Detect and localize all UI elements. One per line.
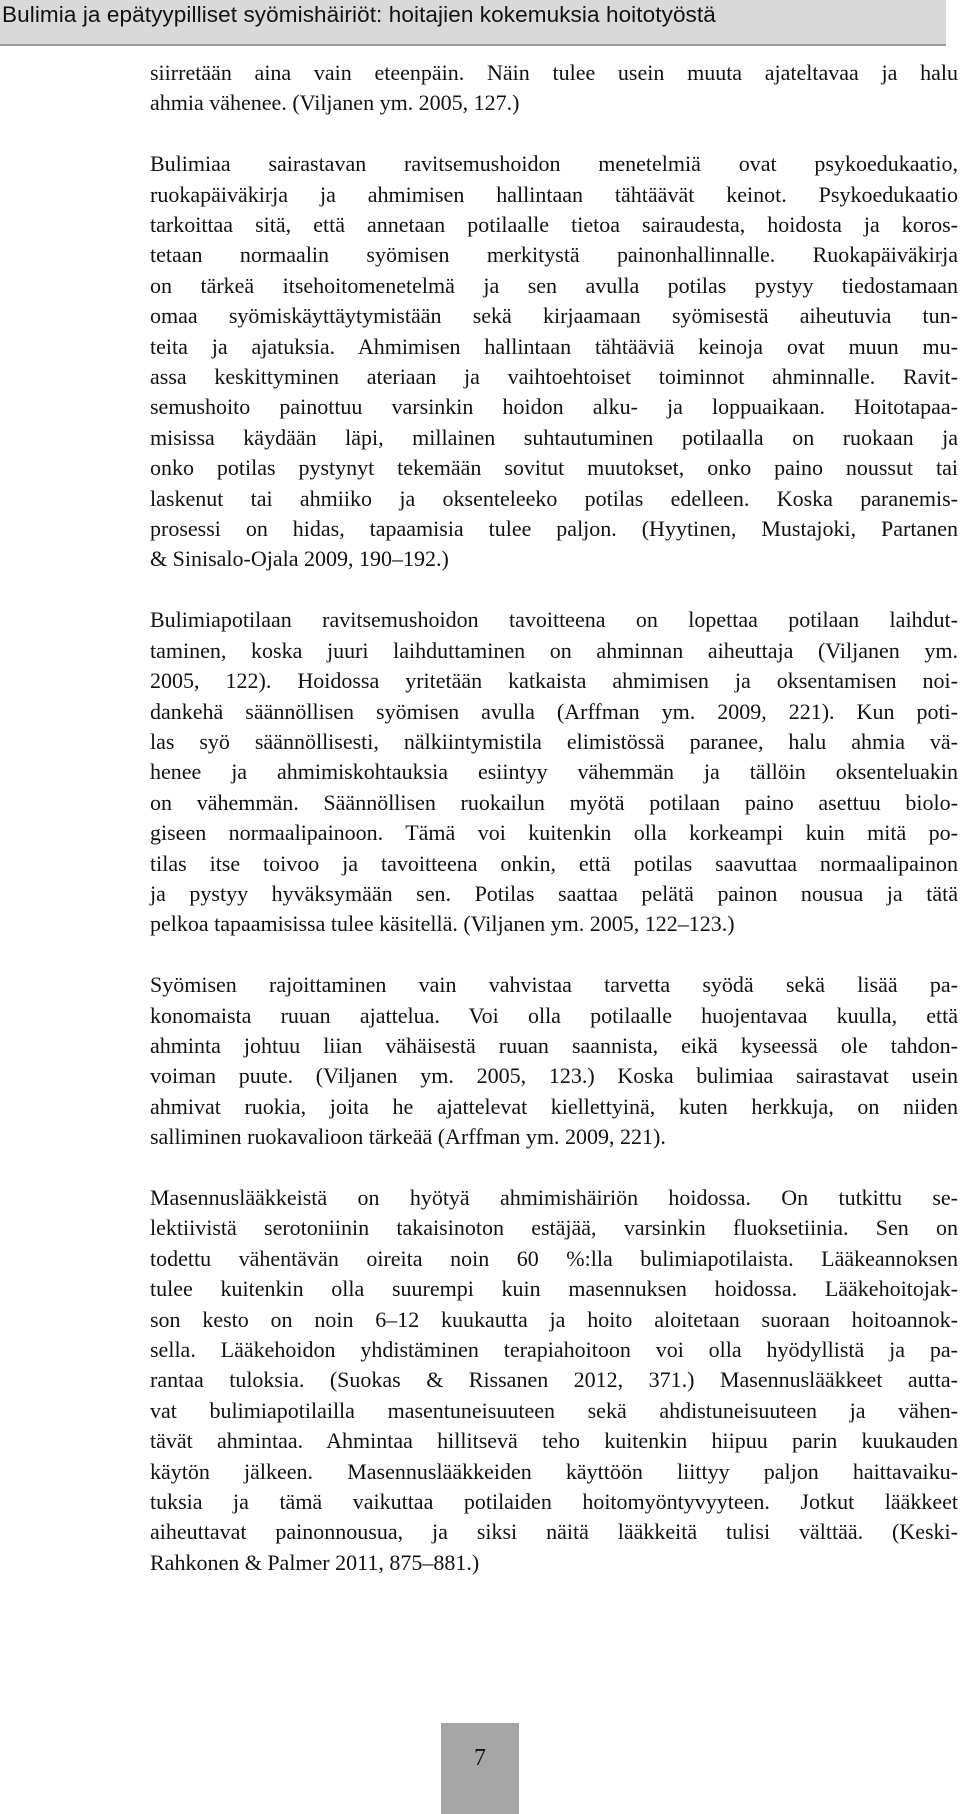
paragraph bbox=[150, 149, 958, 575]
text-line: ja pystyy hyväksymään sen. Potilas saattaa pelätä painon nousua ja tätä bbox=[150, 880, 958, 906]
text-line: 2005, 122). Hoidossa yritetään katkaista ahmimisen ja oksentamisen noi- bbox=[150, 668, 958, 694]
text-line: sella. Lääkehoidon yhdistäminen terapiahoitoon voi olla hyödyllistä ja pa- bbox=[150, 1337, 958, 1362]
text-line: aiheuttavat painonnousua, ja siksi näitä lääkkeitä tulisi välttää. (Keski- bbox=[150, 1519, 958, 1545]
text-line: son kesto on noin 6–12 kuukautta ja hoito aloitetaan suoraan hoitoannok- bbox=[150, 1306, 958, 1332]
page-number: 7 bbox=[474, 1745, 486, 1771]
text-line: rantaa tuloksia. (Suokas & Rissanen 2012, 371.) Masennuslääkkeet autta- bbox=[150, 1367, 958, 1393]
text-line: prosessi on hidas, tapaamisia tulee paljon. (Hyytinen, Mustajoki, Partanen bbox=[150, 516, 958, 542]
text-line: salliminen ruokavalioon tärkeää (Arffman ym. 2009, 221). bbox=[150, 1124, 666, 1150]
text-line: konomaista ruuan ajattelua. Voi olla potilaalle huojentavaa kuulla, että bbox=[150, 1002, 958, 1028]
text-line: henee ja ahmimiskohtauksia esiintyy vähemmän ja tällöin oksenteluakin bbox=[150, 759, 958, 785]
header-title: Bulimia ja epätyypilliset syömishäiriöt: hoitajien kokemuksia hoitotyöstä bbox=[2, 2, 716, 27]
paragraph bbox=[150, 605, 958, 939]
text-line: tuksia ja tämä vaikuttaa potilaiden hoitomyöntyvyyteen. Jotkut lääkkeet bbox=[150, 1489, 958, 1515]
text-line: pelkoa tapaamisissa tulee käsitellä. (Viljanen ym. 2005, 122–123.) bbox=[150, 911, 735, 937]
text-line: omaa syömiskäyttäytymistään sekä kirjaamaan syömisestä aiheutuvia tun- bbox=[150, 303, 958, 329]
text-line: ahmivat ruokia, joita he ajattelevat kiellettyinä, kuten herkkuja, on niiden bbox=[150, 1093, 958, 1119]
paragraph bbox=[150, 970, 958, 1152]
text-line: tävät ahmintaa. Ahmintaa hillitsevä teho kuitenkin hiipuu parin kuukauden bbox=[150, 1428, 958, 1454]
text-line: ahmia vähenee. (Viljanen ym. 2005, 127.) bbox=[150, 90, 520, 116]
paragraph bbox=[150, 1183, 958, 1578]
text-line: Bulimiaa sairastavan ravitsemushoidon menetelmiä ovat psykoedukaatio, bbox=[150, 151, 958, 177]
text-line: dankehä säännöllisen syömisen avulla (Arffman ym. 2009, 221). Kun poti- bbox=[150, 698, 958, 724]
text-line: semushoito painottuu varsinkin hoidon alku- ja loppuaikaan. Hoitotapaa- bbox=[150, 394, 958, 420]
text-line: teita ja ajatuksia. Ahmimisen hallintaan tähtääviä keinoja ovat muun mu- bbox=[150, 333, 958, 359]
text-line: tilas itse toivoo ja tavoitteena onkin, että potilas saavuttaa normaalipainon bbox=[150, 850, 958, 876]
text-line: on vähemmän. Säännöllisen ruokailun myötä potilaan paino asettuu biolo- bbox=[150, 789, 958, 815]
text-line: siirretään aina vain eteenpäin. Näin tulee usein muuta ajateltavaa ja halu bbox=[150, 60, 958, 85]
text-line: tarkoittaa sitä, että annetaan potilaalle tietoa sairaudesta, hoidosta ja koros- bbox=[150, 212, 958, 238]
text-line: voiman puute. (Viljanen ym. 2005, 123.) Koska bulimiaa sairastavat usein bbox=[150, 1063, 958, 1089]
text-line: todettu vähentävän oireita noin 60 %:lla bulimiapotilaista. Lääkeannoksen bbox=[150, 1245, 958, 1271]
text-line: Rahkonen & Palmer 2011, 875–881.) bbox=[150, 1549, 480, 1575]
text-line: vat bulimiapotilailla masentuneisuuteen sekä ahdistuneisuuteen ja vähen- bbox=[150, 1397, 958, 1423]
text-line: tetaan normaalin syömisen merkitystä painonhallinnalle. Ruokapäiväkirja bbox=[150, 242, 958, 268]
text-line: Syömisen rajoittaminen vain vahvistaa tarvetta syödä sekä lisää pa- bbox=[150, 972, 958, 998]
text-line: Masennuslääkkeistä on hyötyä ahmimishäiriön hoidossa. On tutkittu se- bbox=[150, 1184, 958, 1210]
text-line: tulee kuitenkin olla suurempi kuin masennuksen hoidossa. Lääkehoitojak- bbox=[150, 1276, 958, 1302]
text-line: on tärkeä itsehoitomenetelmä ja sen avulla potilas pystyy tiedostamaan bbox=[150, 272, 958, 298]
text-line: & Sinisalo-Ojala 2009, 190–192.) bbox=[150, 546, 449, 572]
text-line: ruokapäiväkirja ja ahmimisen hallintaan tähtäävät keinot. Psykoedukaatio bbox=[150, 181, 958, 207]
text-line: ahminta johtuu liian vähäisestä ruuan saannista, eikä kyseessä ole tahdon- bbox=[150, 1032, 958, 1058]
text-line: käytön jälkeen. Masennuslääkkeiden käyttöön liittyy paljon haittavaiku- bbox=[150, 1458, 958, 1484]
text-line: onko potilas pystynyt tekemään sovitut muutokset, onko paino noussut tai bbox=[150, 455, 958, 481]
text-line: giseen normaalipainoon. Tämä voi kuitenkin olla korkeampi kuin mitä po- bbox=[150, 820, 958, 846]
text-line: Bulimiapotilaan ravitsemushoidon tavoitteena on lopettaa potilaan laihdut- bbox=[150, 607, 958, 633]
text-line: lektiivistä serotoniinin takaisinoton estäjää, varsinkin fluoksetiinia. Sen on bbox=[150, 1215, 958, 1241]
running-header bbox=[0, 0, 946, 46]
page-number-box bbox=[441, 1723, 519, 1814]
paragraph bbox=[150, 58, 958, 119]
text-line: laskenut tai ahmiiko ja oksenteleeko potilas edelleen. Koska paranemis- bbox=[150, 485, 958, 511]
document-body bbox=[150, 58, 958, 1578]
text-line: las syö säännöllisesti, nälkiintymistila elimistössä paranee, halu ahmia vä- bbox=[150, 728, 958, 754]
text-line: assa keskittyminen ateriaan ja vaihtoehtoiset toiminnot ahminnalle. Ravit- bbox=[150, 364, 958, 390]
text-line: misissa käydään läpi, millainen suhtautuminen potilaalla on ruokaan ja bbox=[150, 424, 958, 450]
text-line: taminen, koska juuri laihduttaminen on ahminnan aiheuttaja (Viljanen ym. bbox=[150, 637, 958, 663]
